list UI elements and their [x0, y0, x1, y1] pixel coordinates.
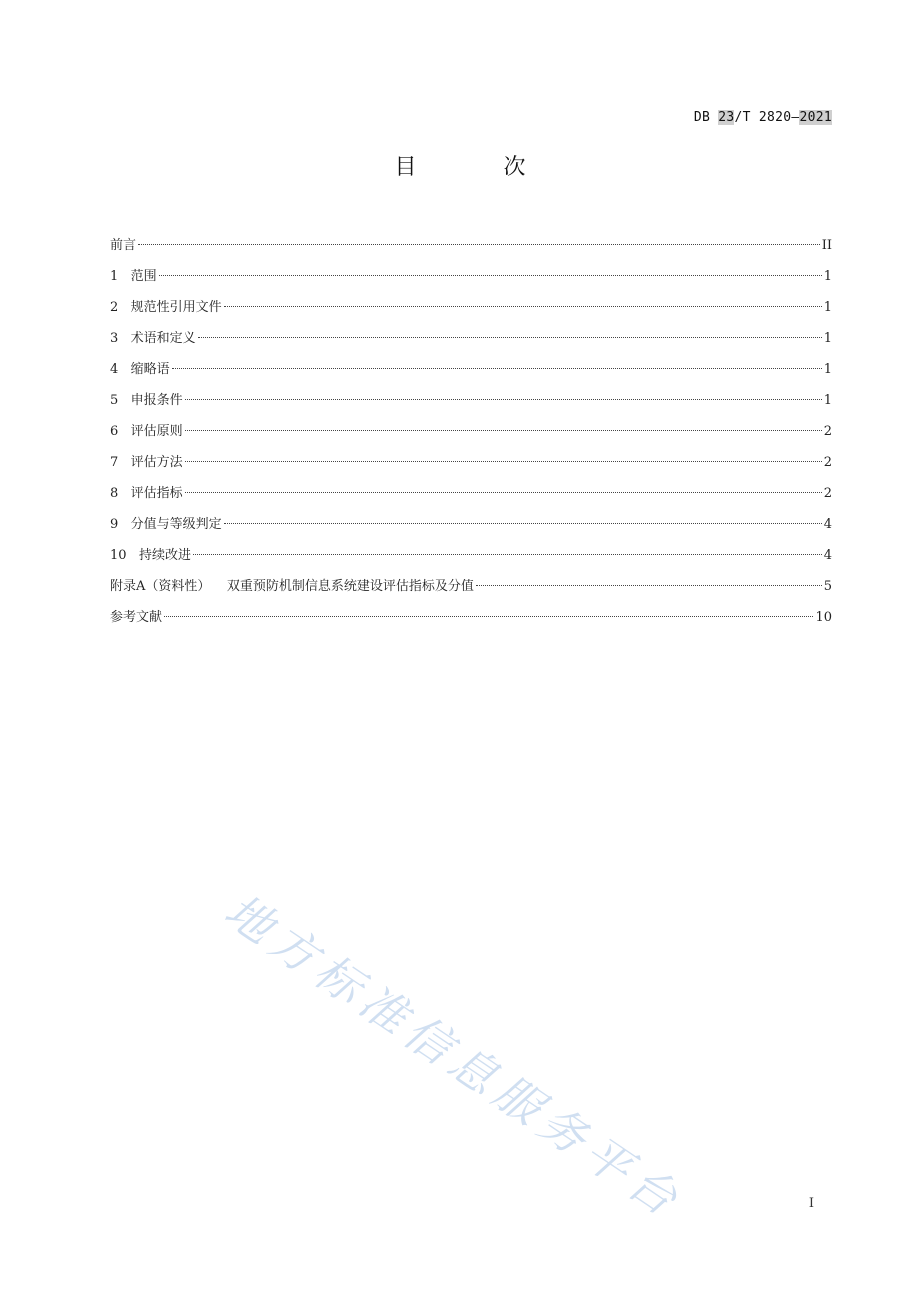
toc-entry-page: 2 — [823, 424, 832, 439]
toc-entry[interactable] — [110, 577, 832, 608]
toc-entry[interactable] — [110, 391, 832, 422]
toc-entry-page: 1 — [823, 269, 832, 284]
toc-entry-label: 评估方法 — [130, 455, 183, 470]
toc-entry-number: 9 — [110, 517, 131, 532]
code-year-highlight: 2021 — [799, 110, 832, 125]
toc-entry-number: 6 — [110, 424, 131, 439]
toc-entry-label: 范围 — [130, 269, 157, 284]
toc-entry[interactable] — [110, 298, 832, 329]
toc-dot-leader — [164, 616, 813, 617]
toc-entry-label: 术语和定义 — [130, 331, 196, 346]
toc-entry[interactable] — [110, 484, 832, 515]
toc-dot-leader — [185, 399, 822, 400]
toc-entry-label: 缩略语 — [130, 362, 170, 377]
toc-dot-leader — [224, 523, 822, 524]
toc-entry-page: 1 — [823, 362, 832, 377]
toc-entry-number: 3 — [110, 331, 131, 346]
code-province-highlight: 23 — [718, 110, 735, 125]
toc-entry-label: 申报条件 — [130, 393, 183, 408]
toc-entry-label: 前言 — [110, 238, 137, 253]
toc-entry-number: 1 — [110, 269, 131, 284]
toc-entry-page: 4 — [823, 548, 832, 563]
toc-entry-number: 7 — [110, 455, 131, 470]
toc-entry-page: 10 — [815, 610, 832, 625]
toc-dot-leader — [159, 275, 822, 276]
toc-entry-label: 评估原则 — [130, 424, 183, 439]
toc-entry[interactable] — [110, 515, 832, 546]
toc-entry[interactable] — [110, 546, 832, 577]
toc-entry-label: 持续改进 — [138, 548, 191, 563]
toc-dot-leader — [185, 430, 822, 431]
toc-entry-label: 附录A（资料性） 双重预防机制信息系统建设评估指标及分值 — [110, 579, 474, 594]
toc-entry[interactable] — [110, 608, 832, 639]
toc-dot-leader — [224, 306, 822, 307]
toc-entry-page: II — [821, 238, 832, 253]
table-of-contents — [110, 236, 832, 639]
toc-entry-page: 2 — [823, 486, 832, 501]
toc-entry-page: 1 — [823, 300, 832, 315]
toc-entry-label: 规范性引用文件 — [130, 300, 222, 315]
toc-dot-leader — [198, 337, 822, 338]
toc-entry-page: 1 — [823, 331, 832, 346]
watermark: 地方标准信息服务平台 — [215, 883, 694, 1230]
toc-entry-number: 8 — [110, 486, 131, 501]
toc-entry-label: 评估指标 — [130, 486, 183, 501]
toc-entry[interactable] — [110, 329, 832, 360]
code-middle: /T 2820— — [734, 110, 800, 125]
document-code — [694, 110, 832, 125]
toc-entry-page: 1 — [823, 393, 832, 408]
toc-entry-page: 4 — [823, 517, 832, 532]
page-title: 目 次 — [394, 155, 566, 180]
toc-entry[interactable] — [110, 422, 832, 453]
toc-entry-number: 10 — [110, 548, 139, 563]
toc-entry-page: 2 — [823, 455, 832, 470]
toc-dot-leader — [185, 461, 822, 462]
toc-dot-leader — [172, 368, 822, 369]
toc-entry-number: 2 — [110, 300, 131, 315]
code-prefix: DB — [693, 110, 719, 125]
toc-dot-leader — [138, 244, 820, 245]
toc-entry[interactable] — [110, 453, 832, 484]
toc-entry-label: 分值与等级判定 — [130, 517, 222, 532]
page-number: I — [808, 1196, 814, 1211]
toc-dot-leader — [185, 492, 822, 493]
toc-dot-leader — [476, 585, 822, 586]
toc-entry[interactable] — [110, 267, 832, 298]
toc-entry-number: 4 — [110, 362, 131, 377]
toc-entry-number: 5 — [110, 393, 131, 408]
toc-entry-page: 5 — [823, 579, 832, 594]
toc-dot-leader — [193, 554, 822, 555]
toc-entry[interactable] — [110, 236, 832, 267]
toc-entry-label: 参考文献 — [110, 610, 163, 625]
toc-entry[interactable] — [110, 360, 832, 391]
